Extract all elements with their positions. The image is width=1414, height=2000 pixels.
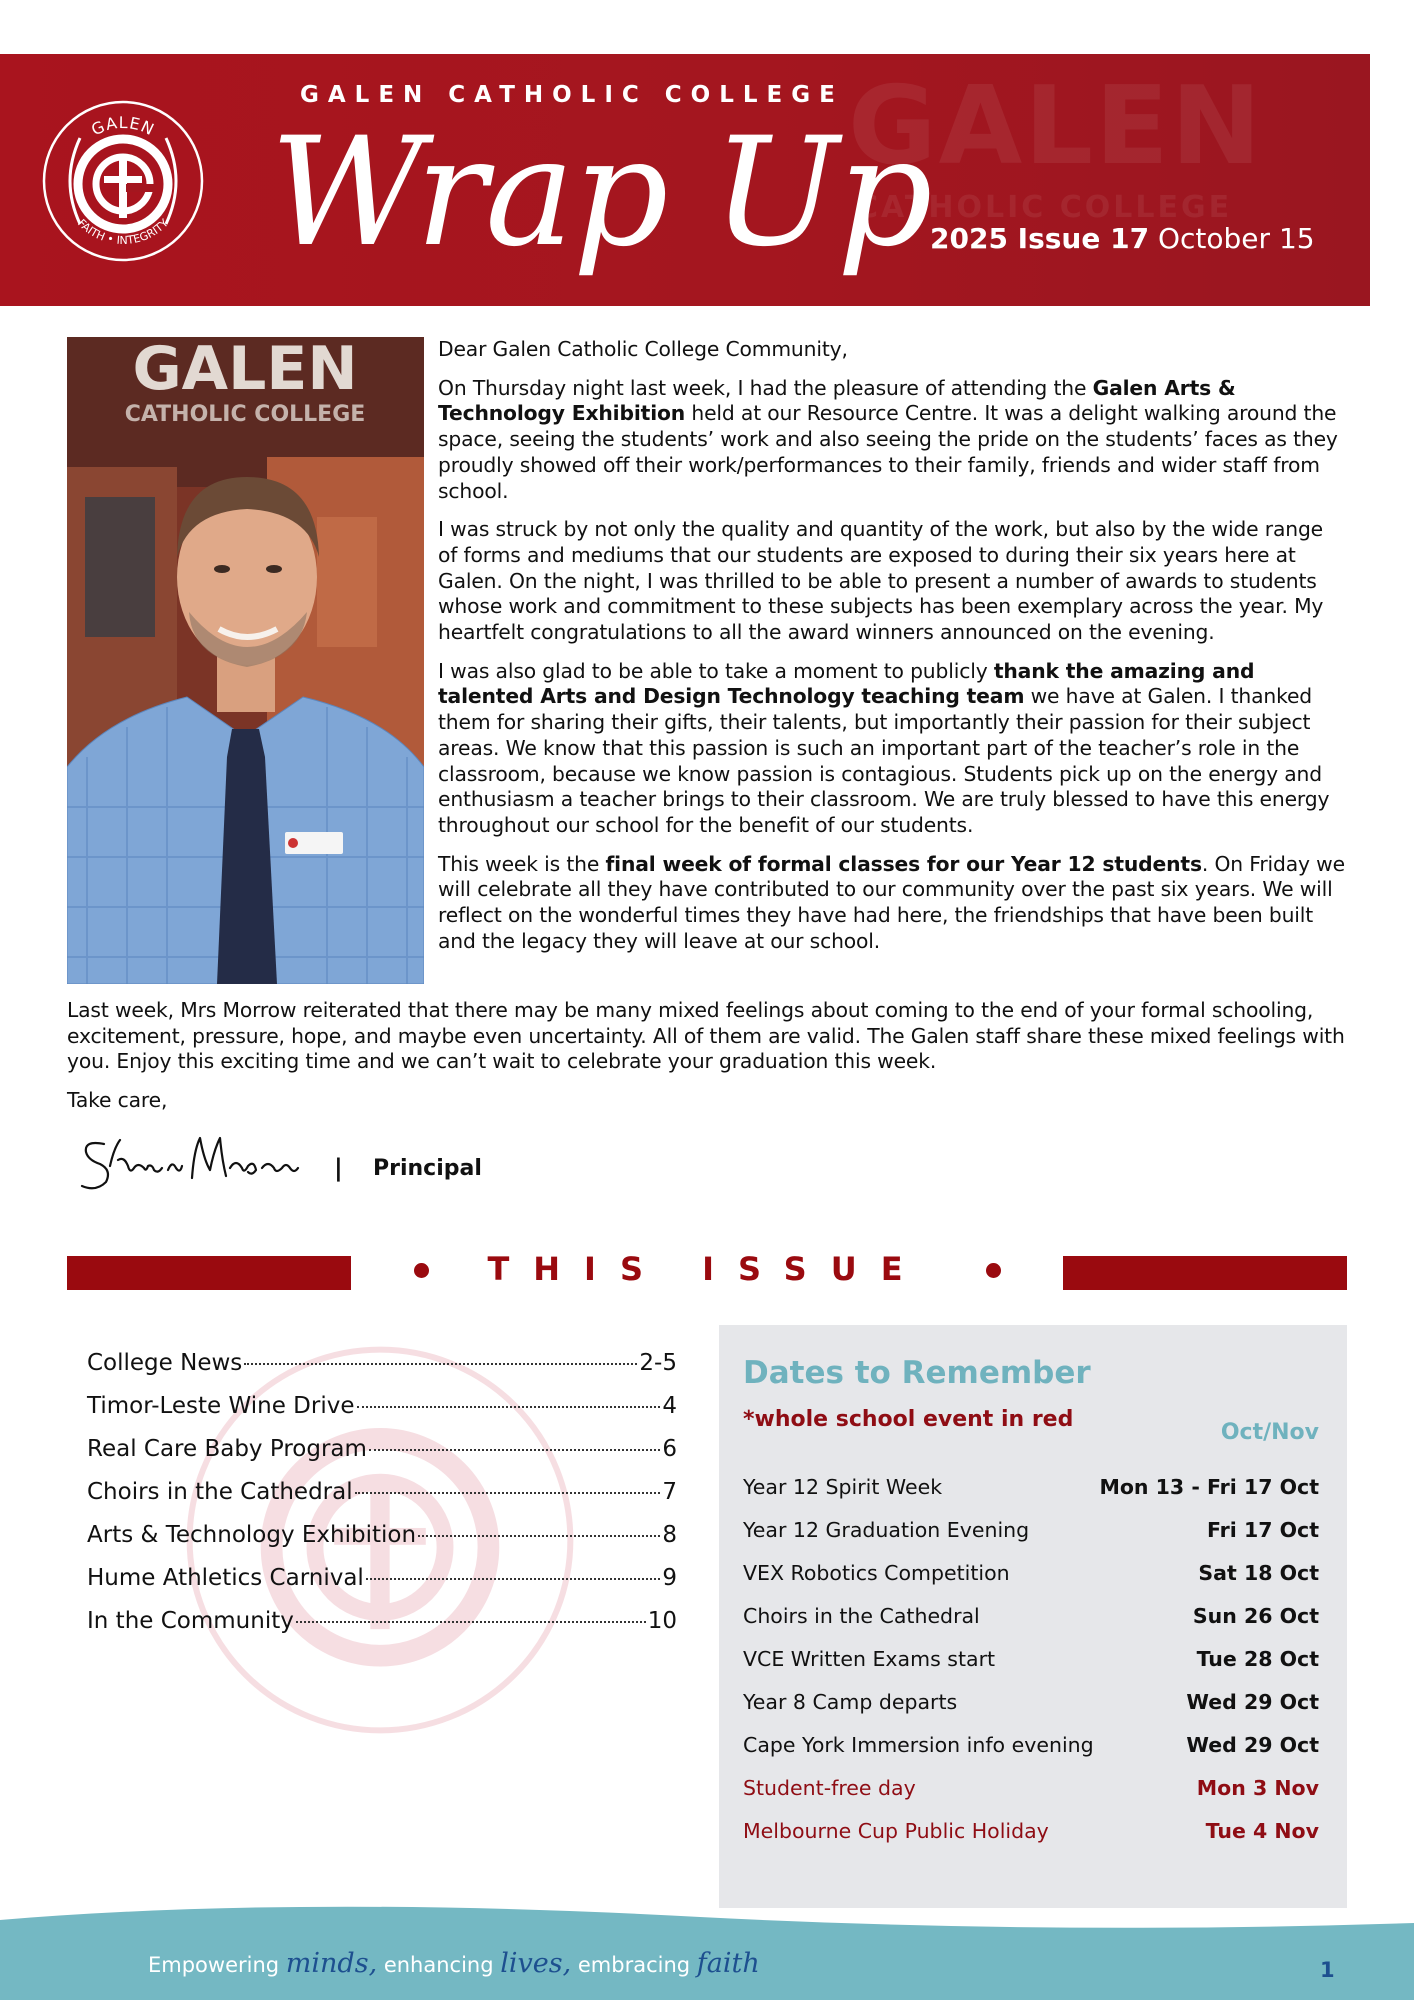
- date-value: Sun 26 Oct: [1192, 1604, 1319, 1628]
- date-value: Tue 28 Oct: [1196, 1647, 1319, 1671]
- letter-paragraph-2: I was struck by not only the quality and quantity of the work, but also by the wide range of forms and mediums that our students are exposed to during their six years here at Galen. On the night, I was thrilled to be able to present a number of awards to students whose work and commitment to these subjects has been exemplary across the year. My heartfelt congratulations to all the award winners announced on the evening.: [438, 517, 1324, 645]
- contents-item-title: Real Care Baby Program: [87, 1436, 367, 1462]
- letter-text: I was also glad to be able to take a moment to publicly: [438, 658, 994, 683]
- contents-item[interactable]: [87, 1350, 677, 1393]
- letter-text: This week is the: [438, 851, 606, 876]
- contents-item[interactable]: [87, 1565, 677, 1608]
- dates-month: Oct/Nov: [1220, 1420, 1319, 1445]
- contents-item-title: Choirs in the Cathedral: [87, 1479, 353, 1505]
- date-row: [743, 1776, 1319, 1800]
- letter-emphasis: thank the amazing and talented Arts and Design Technology teaching team: [438, 658, 1255, 709]
- date-row: [743, 1561, 1319, 1585]
- dot-leader: [418, 1535, 660, 1537]
- dates-note: *whole school event in red: [743, 1407, 1074, 1432]
- contents-item-page: 10: [647, 1608, 677, 1634]
- principal-letter: [438, 337, 1348, 967]
- tagline-word: embracing: [571, 1953, 697, 1977]
- contents-item-page: 7: [662, 1479, 677, 1505]
- letter-paragraph-4: [438, 852, 1348, 955]
- dot-leader: [355, 1492, 661, 1494]
- divider-dot-right: [986, 1263, 1001, 1278]
- logo-text-top: GALEN: [88, 112, 158, 140]
- contents-item[interactable]: [87, 1436, 677, 1479]
- signature-separator: |: [334, 1154, 343, 1182]
- tagline-script: faith: [696, 1948, 760, 1979]
- letter-text: we have at Galen. I thanked them for sharing their gifts, their talents, but importantly their passion for their subject areas. We know that this passion is such an important part of the teacher’s role in the classroom, because we know passion is contagious. Students pick up on the energy and enthusiasm a teacher brings to their classroom. We are truly blessed to have this energy throughout our school for the benefit of our students.: [438, 684, 1330, 837]
- date-event: Melbourne Cup Public Holiday: [743, 1819, 1049, 1843]
- contents-item-title: Arts & Technology Exhibition: [87, 1522, 417, 1548]
- logo-text-bottom: FAITH • INTEGRITY: [75, 216, 171, 247]
- masthead-banner: [0, 54, 1370, 306]
- letter-text: held at our Resource Centre. It was a delight walking around the space, seeing the students’ work and also seeing the pride on the students’ faces as they proudly showed off their work/performances to their family, friends and wider staff from school.: [438, 401, 1338, 503]
- tagline-word: Empowering: [148, 1953, 286, 1977]
- college-name: GALEN CATHOLIC COLLEGE: [300, 82, 844, 108]
- contents-item[interactable]: [87, 1522, 677, 1565]
- date-value: Fri 17 Oct: [1206, 1518, 1319, 1542]
- principal-photo: [67, 337, 424, 984]
- date-event: Year 12 Graduation Evening: [743, 1518, 1030, 1542]
- letter-closing: Take care,: [67, 1088, 168, 1113]
- contents-item[interactable]: [87, 1479, 677, 1522]
- contents-list: [87, 1350, 677, 1651]
- dot-leader: [366, 1578, 661, 1580]
- contents-item-page: 6: [662, 1436, 677, 1462]
- date-event: VCE Written Exams start: [743, 1647, 996, 1671]
- contents-item-page: 9: [662, 1565, 677, 1591]
- date-row: [743, 1518, 1319, 1542]
- date-value: Tue 4 Nov: [1205, 1819, 1319, 1843]
- letter-paragraph-1: [438, 376, 1348, 505]
- date-value: Mon 3 Nov: [1196, 1776, 1319, 1800]
- divider-bar-right: [1063, 1256, 1347, 1290]
- principal-role: Principal: [373, 1156, 482, 1181]
- date-row: [743, 1819, 1319, 1843]
- contents-item-page: 8: [662, 1522, 677, 1548]
- letter-emphasis: Galen Arts & Technology Exhibition: [438, 375, 1236, 426]
- date-event: Year 12 Spirit Week: [743, 1475, 943, 1499]
- date-row: [743, 1604, 1319, 1628]
- date-value: Wed 29 Oct: [1186, 1733, 1319, 1757]
- dates-panel: [719, 1325, 1347, 1908]
- newsletter-title: Wrap Up: [270, 106, 931, 280]
- letter-text: On Thursday night last week, I had the pleasure of attending the: [438, 375, 1093, 400]
- photo-sign-subtext: CATHOLIC COLLEGE: [124, 402, 366, 427]
- contents-item-page: 4: [662, 1393, 677, 1419]
- footer-tagline: [148, 1948, 760, 1979]
- dot-leader: [296, 1621, 646, 1623]
- contents-item[interactable]: [87, 1393, 677, 1436]
- principal-signature: [76, 1130, 306, 1200]
- page-number: 1: [1320, 1958, 1335, 1982]
- issue-number: 2025 Issue 17: [930, 222, 1150, 255]
- dot-leader: [369, 1449, 660, 1451]
- letter-paragraph-5: Last week, Mrs Morrow reiterated that there may be many mixed feelings about coming to the end of your formal schooling, excitement, pressure, hope, and maybe even uncertainty. All of them are valid. The Galen staff share these mixed feelings with you. Enjoy this exciting time and we can’t wait to celebrate your graduation this week.: [67, 998, 1345, 1074]
- date-value: Wed 29 Oct: [1186, 1690, 1319, 1714]
- contents-item-title: College News: [87, 1350, 243, 1376]
- this-issue-heading: THIS ISSUE: [487, 1250, 927, 1288]
- tagline-script: lives,: [500, 1948, 572, 1979]
- tagline-script: minds,: [285, 1948, 378, 1979]
- tagline-word: enhancing: [377, 1953, 501, 1977]
- date-event: Student-free day: [743, 1776, 916, 1800]
- background-building-subsign: CATHOLIC COLLEGE: [856, 190, 1233, 225]
- date-event: Year 8 Camp departs: [743, 1690, 958, 1714]
- letter-greeting: Dear Galen Catholic College Community,: [438, 337, 848, 361]
- date-value: Mon 13 - Fri 17 Oct: [1099, 1475, 1319, 1499]
- divider-bar-left: [67, 1256, 351, 1290]
- dot-leader: [244, 1363, 637, 1365]
- letter-text: . On Friday we will celebrate all they have contributed to our community over the past six years. We will reflect on the wonderful times they have had here, the friendships that have been built and the legacy they will leave at our school.: [438, 851, 1345, 953]
- date-row: [743, 1733, 1319, 1757]
- dot-leader: [357, 1406, 661, 1408]
- contents-item-page: 2-5: [639, 1350, 677, 1376]
- date-row: [743, 1690, 1319, 1714]
- issue-info: [930, 222, 1315, 255]
- contents-item[interactable]: [87, 1608, 677, 1651]
- date-value: Sat 18 Oct: [1198, 1561, 1319, 1585]
- photo-sign-text: GALEN: [132, 337, 358, 404]
- background-building-sign: GALEN: [848, 64, 1264, 189]
- date-row: [743, 1647, 1319, 1671]
- contents-item-title: Hume Athletics Carnival: [87, 1565, 364, 1591]
- date-event: Cape York Immersion info evening: [743, 1733, 1094, 1757]
- college-logo-icon: [40, 98, 206, 264]
- dates-heading: Dates to Remember: [743, 1355, 1091, 1391]
- date-event: Choirs in the Cathedral: [743, 1604, 980, 1628]
- issue-date: October 15: [1157, 222, 1315, 255]
- letter-continued: [67, 998, 1349, 1127]
- letter-emphasis: final week of formal classes for our Year 12 students: [605, 851, 1202, 876]
- contents-item-title: Timor-Leste Wine Drive: [87, 1393, 355, 1419]
- date-event: VEX Robotics Competition: [743, 1561, 1010, 1585]
- contents-item-title: In the Community: [87, 1608, 294, 1634]
- date-row: [743, 1475, 1319, 1499]
- letter-paragraph-3: [438, 659, 1348, 839]
